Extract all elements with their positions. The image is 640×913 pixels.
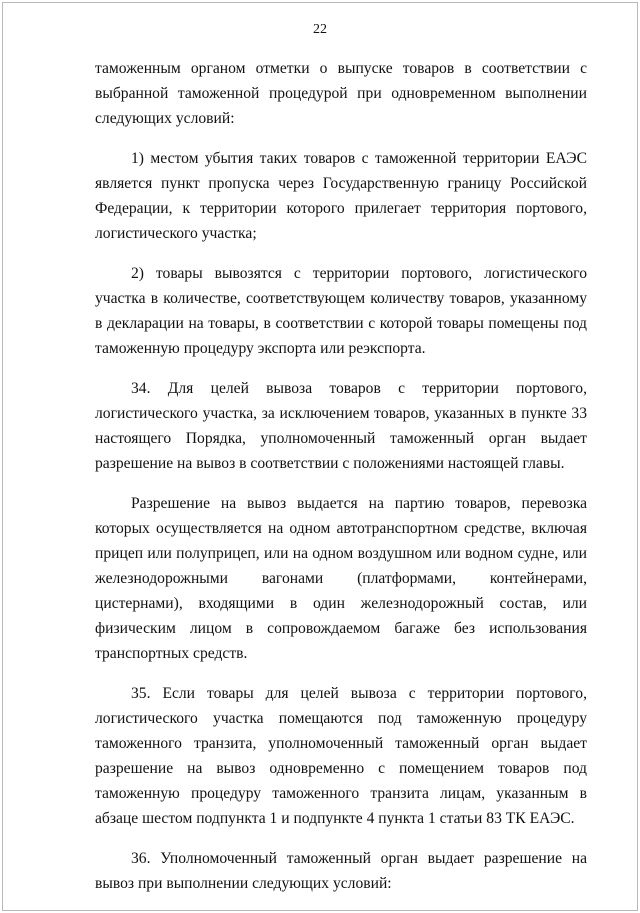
paragraph-condition-2: 2) товары вывозятся с территории портового, логистического участка в количестве, соответствующем количеству товаров, указанному в декларации на товары, в соответствии с которой товары помещены под таможенную процедуру экспорта или реэкспорта. — [95, 265, 587, 357]
paragraph-continuation: таможенным органом отметки о выпуске товаров в соответствии с выбранной таможенной процедурой при одновременном выполнении следующих условий: — [95, 60, 587, 127]
paragraph-condition-1: 1) местом убытия таких товаров с таможенной территории ЕАЭС является пункт пропуска через Государственную границу Российской Федерации, к территории которого прилегает территория портового, логистического участка; — [95, 150, 587, 242]
paragraph-clause-35: 35. Если товары для целей вывоза с территории портового, логистического участка помещаются под таможенную процедуру таможенного транзита, уполномоченный таможенный орган выдает разрешение на вывоз одновременно с помещением товаров под таможенную процедуру таможенного транзита лицам, указанным в абзаце шестом подпункта 1 и подпункте 4 пункта 1 статьи 83 ТК ЕАЭС. — [95, 685, 587, 827]
paragraph-clause-36: 36. Уполномоченный таможенный орган выдает разрешение на вывоз при выполнении следующих условий: — [95, 850, 587, 892]
page-number: 22 — [313, 22, 327, 37]
paragraph-clause-34: 34. Для целей вывоза товаров с территории портового, логистического участка, за исключением товаров, указанных в пункте 33 настоящего Порядка, уполномоченный таможенный орган выдает разрешение на вывоз в соответствии с положениями настоящей главы. — [95, 380, 587, 472]
paragraph-permit-batch: Разрешение на вывоз выдается на партию товаров, перевозка которых осуществляется на одном автотранспортном средстве, включая прицеп или полуприцеп, или на одном воздушном или водном судне, или железнодорожными вагонами (платформами, контейнерами, цистернами), входящими в один железнодорожный состав, или физическим лицом в сопровождаемом багаже без использования транспортных средств. — [95, 495, 587, 662]
document-body — [95, 56, 587, 896]
